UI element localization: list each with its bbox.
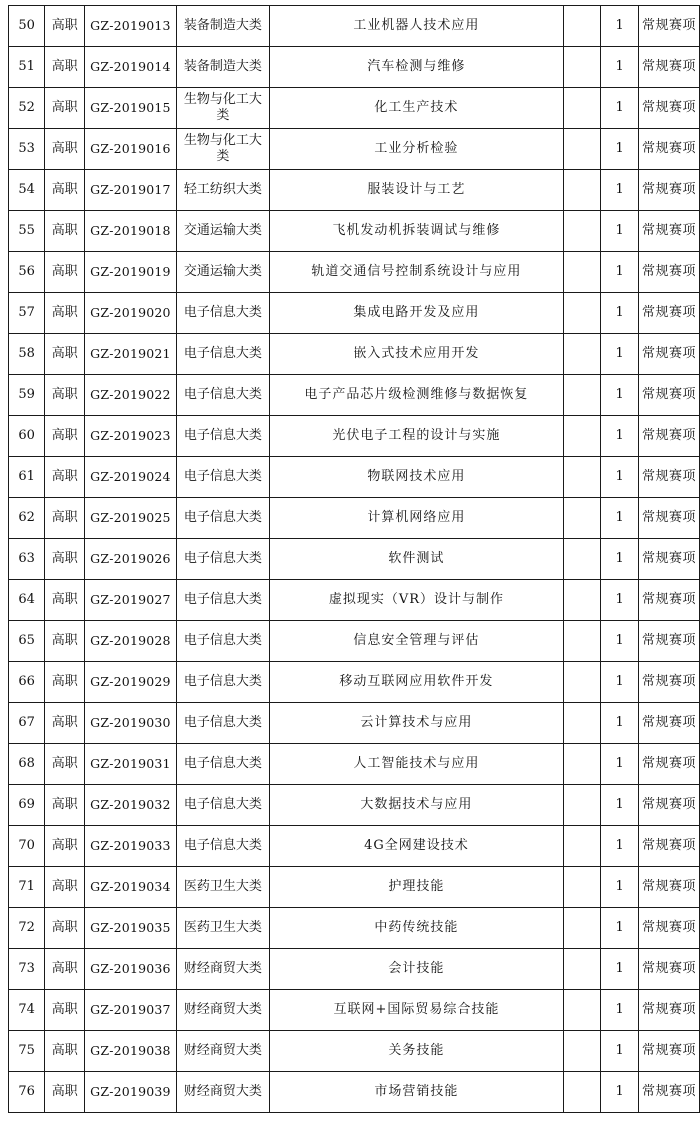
count-cell: 1 <box>601 293 639 334</box>
table-row <box>9 867 700 908</box>
competition-code-cell: GZ-2019027 <box>85 580 177 621</box>
category-cell: 电子信息大类 <box>176 744 269 785</box>
competition-code-cell: GZ-2019017 <box>85 170 177 211</box>
row-number-cell: 60 <box>9 416 45 457</box>
competition-code-cell: GZ-2019033 <box>85 826 177 867</box>
count-cell: 1 <box>601 703 639 744</box>
blank-cell <box>563 580 600 621</box>
row-number-cell: 71 <box>9 867 45 908</box>
table-row <box>9 1072 700 1113</box>
level-cell: 高职 <box>45 498 85 539</box>
table-row <box>9 47 700 88</box>
level-cell: 高职 <box>45 457 85 498</box>
competition-name-cell: 化工生产技术 <box>269 88 563 129</box>
type-cell: 常规赛项 <box>639 867 700 908</box>
competition-name-cell: 嵌入式技术应用开发 <box>269 334 563 375</box>
category-cell: 医药卫生大类 <box>176 867 269 908</box>
type-cell: 常规赛项 <box>639 334 700 375</box>
type-cell: 常规赛项 <box>639 621 700 662</box>
competition-name-cell: 光伏电子工程的设计与实施 <box>269 416 563 457</box>
competition-code-cell: GZ-2019025 <box>85 498 177 539</box>
row-number-cell: 51 <box>9 47 45 88</box>
count-cell: 1 <box>601 949 639 990</box>
competition-name-cell: 关务技能 <box>269 1031 563 1072</box>
category-cell: 生物与化工大类 <box>176 88 269 129</box>
competition-name-cell: 电子产品芯片级检测维修与数据恢复 <box>269 375 563 416</box>
type-cell: 常规赛项 <box>639 211 700 252</box>
blank-cell <box>563 867 600 908</box>
category-cell: 电子信息大类 <box>176 498 269 539</box>
blank-cell <box>563 908 600 949</box>
row-number-cell: 53 <box>9 129 45 170</box>
level-cell: 高职 <box>45 1072 85 1113</box>
row-number-cell: 76 <box>9 1072 45 1113</box>
competition-name-cell: 服装设计与工艺 <box>269 170 563 211</box>
level-cell: 高职 <box>45 293 85 334</box>
row-number-cell: 63 <box>9 539 45 580</box>
blank-cell <box>563 785 600 826</box>
count-cell: 1 <box>601 744 639 785</box>
type-cell: 常规赛项 <box>639 539 700 580</box>
blank-cell <box>563 498 600 539</box>
category-cell: 轻工纺织大类 <box>176 170 269 211</box>
type-cell: 常规赛项 <box>639 129 700 170</box>
table-row <box>9 826 700 867</box>
level-cell: 高职 <box>45 539 85 580</box>
count-cell: 1 <box>601 6 639 47</box>
row-number-cell: 73 <box>9 949 45 990</box>
competition-name-cell: 市场营销技能 <box>269 1072 563 1113</box>
type-cell: 常规赛项 <box>639 826 700 867</box>
row-number-cell: 56 <box>9 252 45 293</box>
row-number-cell: 65 <box>9 621 45 662</box>
row-number-cell: 64 <box>9 580 45 621</box>
level-cell: 高职 <box>45 621 85 662</box>
competition-name-cell: 移动互联网应用软件开发 <box>269 662 563 703</box>
row-number-cell: 74 <box>9 990 45 1031</box>
competition-code-cell: GZ-2019032 <box>85 785 177 826</box>
count-cell: 1 <box>601 1031 639 1072</box>
competition-name-cell: 工业分析检验 <box>269 129 563 170</box>
competition-code-cell: GZ-2019030 <box>85 703 177 744</box>
competition-name-cell: 虚拟现实（VR）设计与制作 <box>269 580 563 621</box>
competition-code-cell: GZ-2019026 <box>85 539 177 580</box>
category-cell: 医药卫生大类 <box>176 908 269 949</box>
level-cell: 高职 <box>45 375 85 416</box>
blank-cell <box>563 744 600 785</box>
level-cell: 高职 <box>45 88 85 129</box>
table-row <box>9 621 700 662</box>
level-cell: 高职 <box>45 6 85 47</box>
row-number-cell: 75 <box>9 1031 45 1072</box>
blank-cell <box>563 211 600 252</box>
competition-code-cell: GZ-2019036 <box>85 949 177 990</box>
type-cell: 常规赛项 <box>639 498 700 539</box>
blank-cell <box>563 88 600 129</box>
level-cell: 高职 <box>45 334 85 375</box>
count-cell: 1 <box>601 211 639 252</box>
competition-code-cell: GZ-2019014 <box>85 47 177 88</box>
blank-cell <box>563 457 600 498</box>
blank-cell <box>563 170 600 211</box>
table-row <box>9 375 700 416</box>
count-cell: 1 <box>601 416 639 457</box>
type-cell: 常规赛项 <box>639 580 700 621</box>
blank-cell <box>563 47 600 88</box>
row-number-cell: 62 <box>9 498 45 539</box>
type-cell: 常规赛项 <box>639 170 700 211</box>
row-number-cell: 61 <box>9 457 45 498</box>
category-cell: 电子信息大类 <box>176 621 269 662</box>
competition-name-cell: 集成电路开发及应用 <box>269 293 563 334</box>
table-row <box>9 6 700 47</box>
competition-code-cell: GZ-2019035 <box>85 908 177 949</box>
count-cell: 1 <box>601 457 639 498</box>
competition-code-cell: GZ-2019029 <box>85 662 177 703</box>
category-cell: 生物与化工大类 <box>176 129 269 170</box>
competition-name-cell: 护理技能 <box>269 867 563 908</box>
count-cell: 1 <box>601 908 639 949</box>
type-cell: 常规赛项 <box>639 990 700 1031</box>
competition-code-cell: GZ-2019013 <box>85 6 177 47</box>
category-cell: 交通运输大类 <box>176 211 269 252</box>
count-cell: 1 <box>601 129 639 170</box>
type-cell: 常规赛项 <box>639 416 700 457</box>
competition-name-cell: 轨道交通信号控制系统设计与应用 <box>269 252 563 293</box>
count-cell: 1 <box>601 826 639 867</box>
count-cell: 1 <box>601 867 639 908</box>
competition-code-cell: GZ-2019023 <box>85 416 177 457</box>
row-number-cell: 68 <box>9 744 45 785</box>
competition-code-cell: GZ-2019039 <box>85 1072 177 1113</box>
blank-cell <box>563 703 600 744</box>
count-cell: 1 <box>601 621 639 662</box>
type-cell: 常规赛项 <box>639 293 700 334</box>
row-number-cell: 67 <box>9 703 45 744</box>
level-cell: 高职 <box>45 252 85 293</box>
blank-cell <box>563 129 600 170</box>
level-cell: 高职 <box>45 170 85 211</box>
category-cell: 电子信息大类 <box>176 457 269 498</box>
level-cell: 高职 <box>45 416 85 457</box>
row-number-cell: 54 <box>9 170 45 211</box>
type-cell: 常规赛项 <box>639 1031 700 1072</box>
blank-cell <box>563 826 600 867</box>
table-row <box>9 949 700 990</box>
count-cell: 1 <box>601 252 639 293</box>
table-row <box>9 744 700 785</box>
type-cell: 常规赛项 <box>639 949 700 990</box>
table-row <box>9 252 700 293</box>
category-cell: 装备制造大类 <box>176 6 269 47</box>
type-cell: 常规赛项 <box>639 457 700 498</box>
table-row <box>9 703 700 744</box>
table-row <box>9 539 700 580</box>
row-number-cell: 72 <box>9 908 45 949</box>
category-cell: 电子信息大类 <box>176 416 269 457</box>
category-cell: 交通运输大类 <box>176 252 269 293</box>
category-cell: 财经商贸大类 <box>176 949 269 990</box>
row-number-cell: 58 <box>9 334 45 375</box>
blank-cell <box>563 949 600 990</box>
table-row <box>9 129 700 170</box>
level-cell: 高职 <box>45 703 85 744</box>
blank-cell <box>563 252 600 293</box>
blank-cell <box>563 1072 600 1113</box>
competition-name-cell: 软件测试 <box>269 539 563 580</box>
type-cell: 常规赛项 <box>639 785 700 826</box>
type-cell: 常规赛项 <box>639 703 700 744</box>
competition-name-cell: 会计技能 <box>269 949 563 990</box>
competition-name-cell: 人工智能技术与应用 <box>269 744 563 785</box>
table-row <box>9 1031 700 1072</box>
count-cell: 1 <box>601 375 639 416</box>
competition-name-cell: 中药传统技能 <box>269 908 563 949</box>
blank-cell <box>563 6 600 47</box>
table-row <box>9 293 700 334</box>
competition-code-cell: GZ-2019038 <box>85 1031 177 1072</box>
level-cell: 高职 <box>45 129 85 170</box>
blank-cell <box>563 621 600 662</box>
row-number-cell: 57 <box>9 293 45 334</box>
competition-name-cell: 物联网技术应用 <box>269 457 563 498</box>
competition-name-cell: 计算机网络应用 <box>269 498 563 539</box>
competition-name-cell: 飞机发动机拆装调试与维修 <box>269 211 563 252</box>
blank-cell <box>563 416 600 457</box>
level-cell: 高职 <box>45 826 85 867</box>
competition-name-cell: 4G全网建设技术 <box>269 826 563 867</box>
table-row <box>9 580 700 621</box>
count-cell: 1 <box>601 990 639 1031</box>
competition-code-cell: GZ-2019022 <box>85 375 177 416</box>
count-cell: 1 <box>601 662 639 703</box>
type-cell: 常规赛项 <box>639 252 700 293</box>
count-cell: 1 <box>601 88 639 129</box>
blank-cell <box>563 334 600 375</box>
table-row <box>9 662 700 703</box>
blank-cell <box>563 990 600 1031</box>
table-row <box>9 457 700 498</box>
level-cell: 高职 <box>45 990 85 1031</box>
competition-name-cell: 汽车检测与维修 <box>269 47 563 88</box>
table-row <box>9 334 700 375</box>
level-cell: 高职 <box>45 580 85 621</box>
level-cell: 高职 <box>45 908 85 949</box>
competition-name-cell: 云计算技术与应用 <box>269 703 563 744</box>
competition-name-cell: 大数据技术与应用 <box>269 785 563 826</box>
category-cell: 电子信息大类 <box>176 580 269 621</box>
competition-code-cell: GZ-2019019 <box>85 252 177 293</box>
category-cell: 电子信息大类 <box>176 539 269 580</box>
level-cell: 高职 <box>45 744 85 785</box>
category-cell: 电子信息大类 <box>176 785 269 826</box>
table-row <box>9 785 700 826</box>
blank-cell <box>563 539 600 580</box>
level-cell: 高职 <box>45 785 85 826</box>
category-cell: 财经商贸大类 <box>176 990 269 1031</box>
level-cell: 高职 <box>45 47 85 88</box>
category-cell: 电子信息大类 <box>176 375 269 416</box>
competition-code-cell: GZ-2019021 <box>85 334 177 375</box>
count-cell: 1 <box>601 785 639 826</box>
table-row <box>9 211 700 252</box>
count-cell: 1 <box>601 539 639 580</box>
category-cell: 装备制造大类 <box>176 47 269 88</box>
table-row <box>9 990 700 1031</box>
competition-code-cell: GZ-2019024 <box>85 457 177 498</box>
type-cell: 常规赛项 <box>639 908 700 949</box>
category-cell: 电子信息大类 <box>176 703 269 744</box>
competition-code-cell: GZ-2019015 <box>85 88 177 129</box>
row-number-cell: 55 <box>9 211 45 252</box>
level-cell: 高职 <box>45 662 85 703</box>
type-cell: 常规赛项 <box>639 744 700 785</box>
blank-cell <box>563 293 600 334</box>
category-cell: 电子信息大类 <box>176 662 269 703</box>
category-cell: 电子信息大类 <box>176 826 269 867</box>
row-number-cell: 59 <box>9 375 45 416</box>
level-cell: 高职 <box>45 867 85 908</box>
type-cell: 常规赛项 <box>639 88 700 129</box>
type-cell: 常规赛项 <box>639 47 700 88</box>
type-cell: 常规赛项 <box>639 375 700 416</box>
level-cell: 高职 <box>45 1031 85 1072</box>
count-cell: 1 <box>601 580 639 621</box>
level-cell: 高职 <box>45 949 85 990</box>
type-cell: 常规赛项 <box>639 1072 700 1113</box>
row-number-cell: 69 <box>9 785 45 826</box>
competition-code-cell: GZ-2019031 <box>85 744 177 785</box>
blank-cell <box>563 662 600 703</box>
category-cell: 财经商贸大类 <box>176 1031 269 1072</box>
table-row <box>9 416 700 457</box>
row-number-cell: 52 <box>9 88 45 129</box>
type-cell: 常规赛项 <box>639 6 700 47</box>
table-row <box>9 170 700 211</box>
table-body <box>9 6 700 1113</box>
count-cell: 1 <box>601 47 639 88</box>
category-cell: 财经商贸大类 <box>176 1072 269 1113</box>
competition-code-cell: GZ-2019016 <box>85 129 177 170</box>
competition-code-cell: GZ-2019037 <box>85 990 177 1031</box>
level-cell: 高职 <box>45 211 85 252</box>
table-row <box>9 908 700 949</box>
competition-name-cell: 工业机器人技术应用 <box>269 6 563 47</box>
competition-code-cell: GZ-2019018 <box>85 211 177 252</box>
competition-code-cell: GZ-2019020 <box>85 293 177 334</box>
competition-code-cell: GZ-2019028 <box>85 621 177 662</box>
count-cell: 1 <box>601 498 639 539</box>
competition-name-cell: 信息安全管理与评估 <box>269 621 563 662</box>
count-cell: 1 <box>601 334 639 375</box>
row-number-cell: 66 <box>9 662 45 703</box>
row-number-cell: 50 <box>9 6 45 47</box>
count-cell: 1 <box>601 1072 639 1113</box>
category-cell: 电子信息大类 <box>176 293 269 334</box>
competition-table <box>8 5 700 1113</box>
count-cell: 1 <box>601 170 639 211</box>
blank-cell <box>563 375 600 416</box>
table-row <box>9 88 700 129</box>
category-cell: 电子信息大类 <box>176 334 269 375</box>
row-number-cell: 70 <box>9 826 45 867</box>
competition-name-cell: 互联网+国际贸易综合技能 <box>269 990 563 1031</box>
competition-code-cell: GZ-2019034 <box>85 867 177 908</box>
type-cell: 常规赛项 <box>639 662 700 703</box>
table-row <box>9 498 700 539</box>
blank-cell <box>563 1031 600 1072</box>
